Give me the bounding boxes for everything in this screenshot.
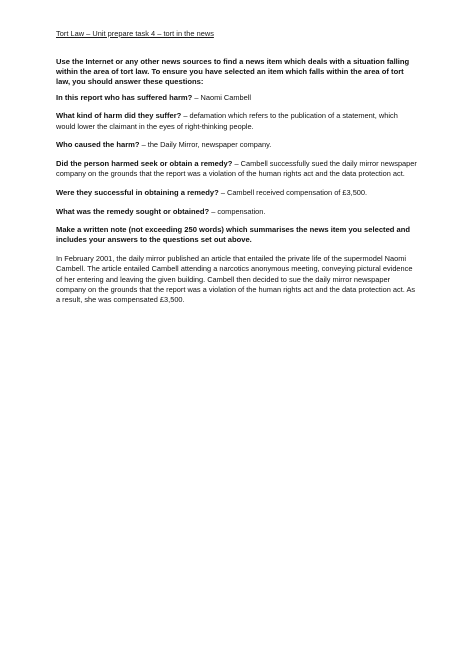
- document-content: [56, 29, 418, 305]
- qa-remedy-sought: [56, 159, 418, 179]
- question-text: What kind of harm did they suffer?: [56, 111, 182, 121]
- question-text: Did the person harmed seek or obtain a remedy?: [56, 158, 233, 168]
- answer-text: – the Daily Mirror, newspaper company.: [139, 140, 272, 150]
- qa-harm-kind: [56, 111, 418, 131]
- news-summary-paragraph: In February 2001, the daily mirror published an article that entailed the private life of the supermodel Naomi Cambell. The article entailed Cambell attending a narcotics anonymous meeting, conveying pictural evidence of her entering and leaving the given building. Cambell then decided to sue the daily mirror newspaper company on the grounds that the report was a violation of the human rights act and the data protection act. As a result, she was compensated £3,500.: [56, 254, 416, 304]
- answer-text: – Naomi Cambell: [192, 92, 252, 102]
- question-text: Who caused the harm?: [56, 140, 140, 150]
- document-header-title: Tort Law – Unit prepare task 4 – tort in the news: [56, 29, 214, 38]
- answer-text: – compensation.: [209, 206, 266, 216]
- question-text: In this report who has suffered harm?: [56, 92, 193, 102]
- question-text: What was the remedy sought or obtained?: [56, 206, 210, 216]
- task-intro: Use the Internet or any other news sources to find a news item which deals with a situation falling within the area of tort law. To ensure you have selected an item which falls within the area of tort law, you should answer these questions:: [56, 57, 410, 87]
- answer-text: – Cambell successfully sued the daily mirror newspaper company on the grounds that the report was a violation of the human rights act and the data protection act.: [56, 158, 417, 179]
- qa-remedy-success: [56, 188, 418, 198]
- qa-harm-victim: [56, 93, 418, 103]
- qa-harm-cause: [56, 140, 418, 150]
- answer-text: – Cambell received compensation of £3,500.: [218, 187, 368, 197]
- qa-remedy-type: [56, 207, 418, 217]
- written-note-instruction: Make a written note (not exceeding 250 words) which summarises the news item you selected and includes your answers to the questions set out above.: [56, 225, 411, 245]
- answer-text: – defamation which refers to the publication of a statement, which would lower the claimant in the eyes of right-thinking people.: [56, 111, 398, 131]
- question-text: Were they successful in obtaining a remedy?: [56, 187, 219, 197]
